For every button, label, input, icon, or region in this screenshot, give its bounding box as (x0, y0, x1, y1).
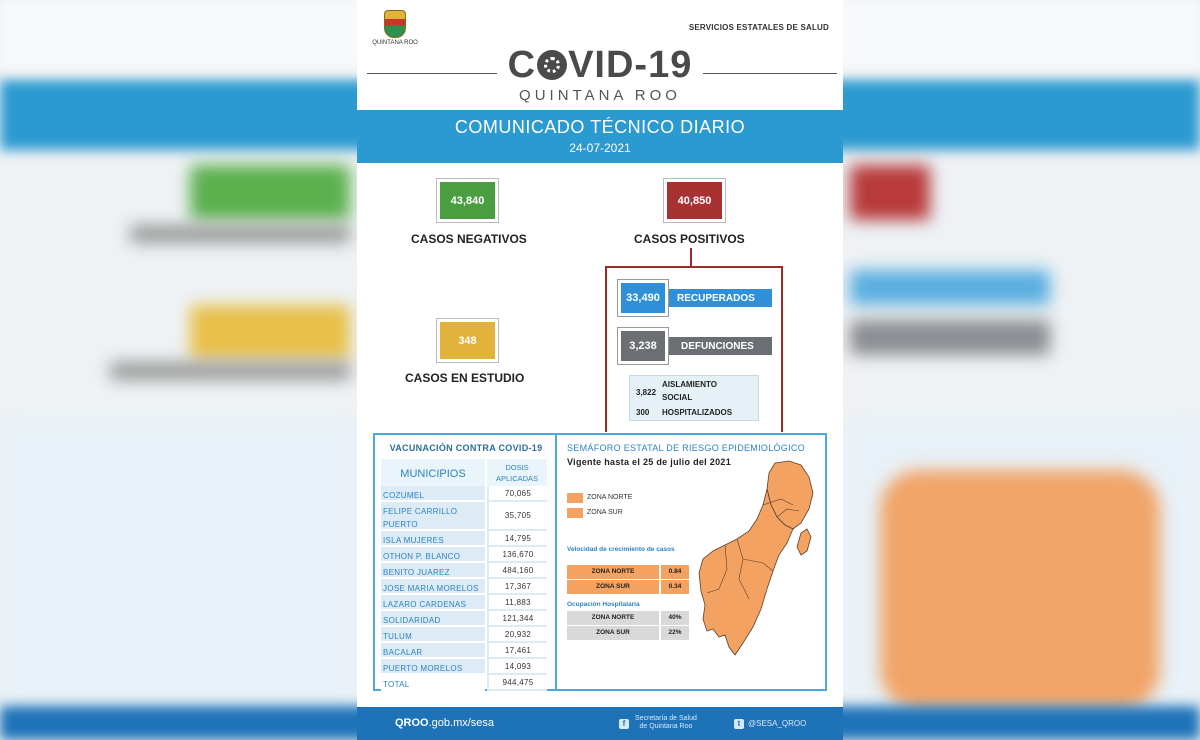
legend-swatch-sur (567, 508, 583, 518)
backdrop-grey (850, 320, 1050, 355)
backdrop-blue (850, 270, 1050, 305)
facebook-handle (635, 715, 697, 731)
deaths-label: DEFUNCIONES (653, 337, 772, 355)
table-row (381, 563, 547, 579)
page-title (357, 44, 843, 87)
table-row (381, 659, 547, 675)
legend-label-norte: ZONA NORTE (587, 494, 633, 501)
row-dosis: 484,160 (487, 563, 547, 579)
row-dosis: 17,367 (487, 579, 547, 595)
row-municipio: BENITO JUAREZ (381, 563, 485, 579)
backdrop-text (130, 225, 350, 243)
twitter-icon[interactable]: t (734, 719, 744, 729)
row-municipio: COZUMEL (381, 486, 485, 502)
row-municipio: FELIPE CARRILLO PUERTO (381, 502, 485, 531)
row-municipio: TULUM (381, 627, 485, 643)
isolation-label-2: SOCIAL (662, 393, 693, 402)
positive-cases-value: 40,850 (664, 179, 725, 222)
positive-cases-label: CASOS POSITIVOS (634, 232, 745, 246)
row-dosis: 136,670 (487, 547, 547, 563)
table-row (567, 626, 689, 640)
table-row (381, 627, 547, 643)
url-bold: QROO (395, 717, 429, 729)
study-cases-label: CASOS EN ESTUDIO (405, 371, 525, 385)
page-subtitle: QUINTANA ROO (519, 87, 681, 104)
hospitalized-value: 300 (636, 408, 650, 417)
row-dosis: 121,344 (487, 611, 547, 627)
details-panel (373, 433, 827, 691)
website-link[interactable] (395, 717, 494, 729)
vaccination-title: VACUNACIÓN CONTRA COVID-19 (389, 443, 543, 453)
deaths-value: 3,238 (618, 328, 668, 364)
velocidad-title: Velocidad de crecimiento de casos (567, 546, 675, 553)
table-row (567, 611, 689, 625)
row-municipio: LAZARO CARDENAS (381, 595, 485, 611)
recovered-value: 33,490 (618, 280, 668, 316)
row-dosis: 944,475 (487, 675, 547, 691)
recovered-label: RECUPERADOS (653, 289, 772, 307)
velocidad-table (567, 565, 689, 595)
isolation-value: 3,822 (636, 388, 657, 397)
row-dosis: 70,065 (487, 486, 547, 502)
map-island (797, 529, 811, 555)
row-municipio: TOTAL (381, 675, 485, 691)
row-municipio: SOLIDARIDAD (381, 611, 485, 627)
title-part-2: VID-19 (568, 44, 693, 86)
backdrop-map (880, 470, 1160, 710)
table-row (381, 579, 547, 595)
table-row (381, 486, 547, 502)
hospitalized-label: HOSPITALIZADOS (662, 408, 733, 417)
zona-label: ZONA NORTE (567, 611, 659, 625)
table-row (381, 595, 547, 611)
facebook-icon[interactable]: f (619, 719, 629, 729)
negative-cases-value: 43,840 (437, 179, 498, 222)
quintana-roo-map (697, 459, 823, 659)
virus-icon (537, 50, 567, 80)
table-row (381, 531, 547, 547)
col-dosis (487, 459, 547, 489)
negative-cases-label: CASOS NEGATIVOS (411, 232, 527, 246)
backdrop-green (190, 165, 350, 220)
backdrop-yellow (190, 305, 350, 360)
ocupacion-table (567, 611, 689, 641)
semaforo-title: SEMÁFORO ESTATAL DE RIESGO EPIDEMIOLÓGICO (567, 443, 806, 453)
vaccination-table (381, 486, 547, 691)
row-dosis: 14,093 (487, 659, 547, 675)
zona-value: 40% (661, 611, 689, 625)
banner-title: COMUNICADO TÉCNICO DIARIO (454, 117, 746, 137)
row-dosis: 35,705 (487, 502, 547, 531)
zona-label: ZONA NORTE (567, 565, 659, 579)
table-row (567, 565, 689, 579)
col-municipios: MUNICIPIOS (381, 459, 485, 489)
study-cases-value: 348 (437, 319, 498, 362)
row-municipio: ISLA MUJERES (381, 531, 485, 547)
row-municipio: JOSE MARIA MORELOS (381, 579, 485, 595)
zona-label: ZONA SUR (567, 580, 659, 594)
ocupacion-title: Ocupación Hospitalaria (567, 601, 640, 608)
banner-date: 24-07-2021 (569, 141, 631, 155)
isolation-label-1: AISLAMIENTO (662, 380, 717, 389)
backdrop-red (850, 165, 930, 220)
backdrop-text-2 (110, 362, 350, 380)
title-part-1: C (507, 44, 537, 86)
report-banner (357, 110, 843, 163)
footer-bar (357, 707, 843, 740)
positive-connector (690, 248, 692, 266)
row-dosis: 17,461 (487, 643, 547, 659)
table-row (381, 643, 547, 659)
table-row (381, 502, 547, 531)
col-dosis-line-2: APLICADAS (495, 474, 539, 483)
table-row (381, 611, 547, 627)
fb-line-2: de Quintana Roo (639, 723, 693, 730)
vaccination-section (375, 435, 557, 689)
row-dosis: 20,932 (487, 627, 547, 643)
state-logo (371, 10, 419, 46)
semaforo-subtitle: Vigente hasta el 25 de julio del 2021 (567, 457, 731, 467)
row-municipio: BACALAR (381, 643, 485, 659)
fb-line-1: Secretaría de Salud (635, 715, 697, 722)
table-row (567, 580, 689, 594)
table-row-total (381, 675, 547, 691)
logo-text: QUINTANA ROO (372, 40, 418, 46)
zona-value: 0.84 (661, 565, 689, 579)
row-municipio: PUERTO MORELOS (381, 659, 485, 675)
table-row (381, 547, 547, 563)
zona-value: 0.34 (661, 580, 689, 594)
coat-of-arms-icon (384, 10, 406, 38)
row-dosis: 11,883 (487, 595, 547, 611)
legend-swatch-norte (567, 493, 583, 503)
twitter-handle[interactable]: @SESA_QROO (748, 719, 807, 728)
row-dosis: 14,795 (487, 531, 547, 547)
url-rest: .gob.mx/sesa (428, 717, 495, 729)
organization-name: SERVICIOS ESTATALES DE SALUD (688, 23, 829, 32)
legend-label-sur: ZONA SUR (587, 509, 623, 516)
zona-label: ZONA SUR (567, 626, 659, 640)
isolation-hospital-box (629, 375, 759, 421)
zona-value: 22% (661, 626, 689, 640)
col-dosis-line-1: DOSIS (505, 463, 529, 472)
row-municipio: OTHON P. BLANCO (381, 547, 485, 563)
backdrop-table (0, 420, 357, 740)
covid-report-poster (357, 0, 843, 740)
